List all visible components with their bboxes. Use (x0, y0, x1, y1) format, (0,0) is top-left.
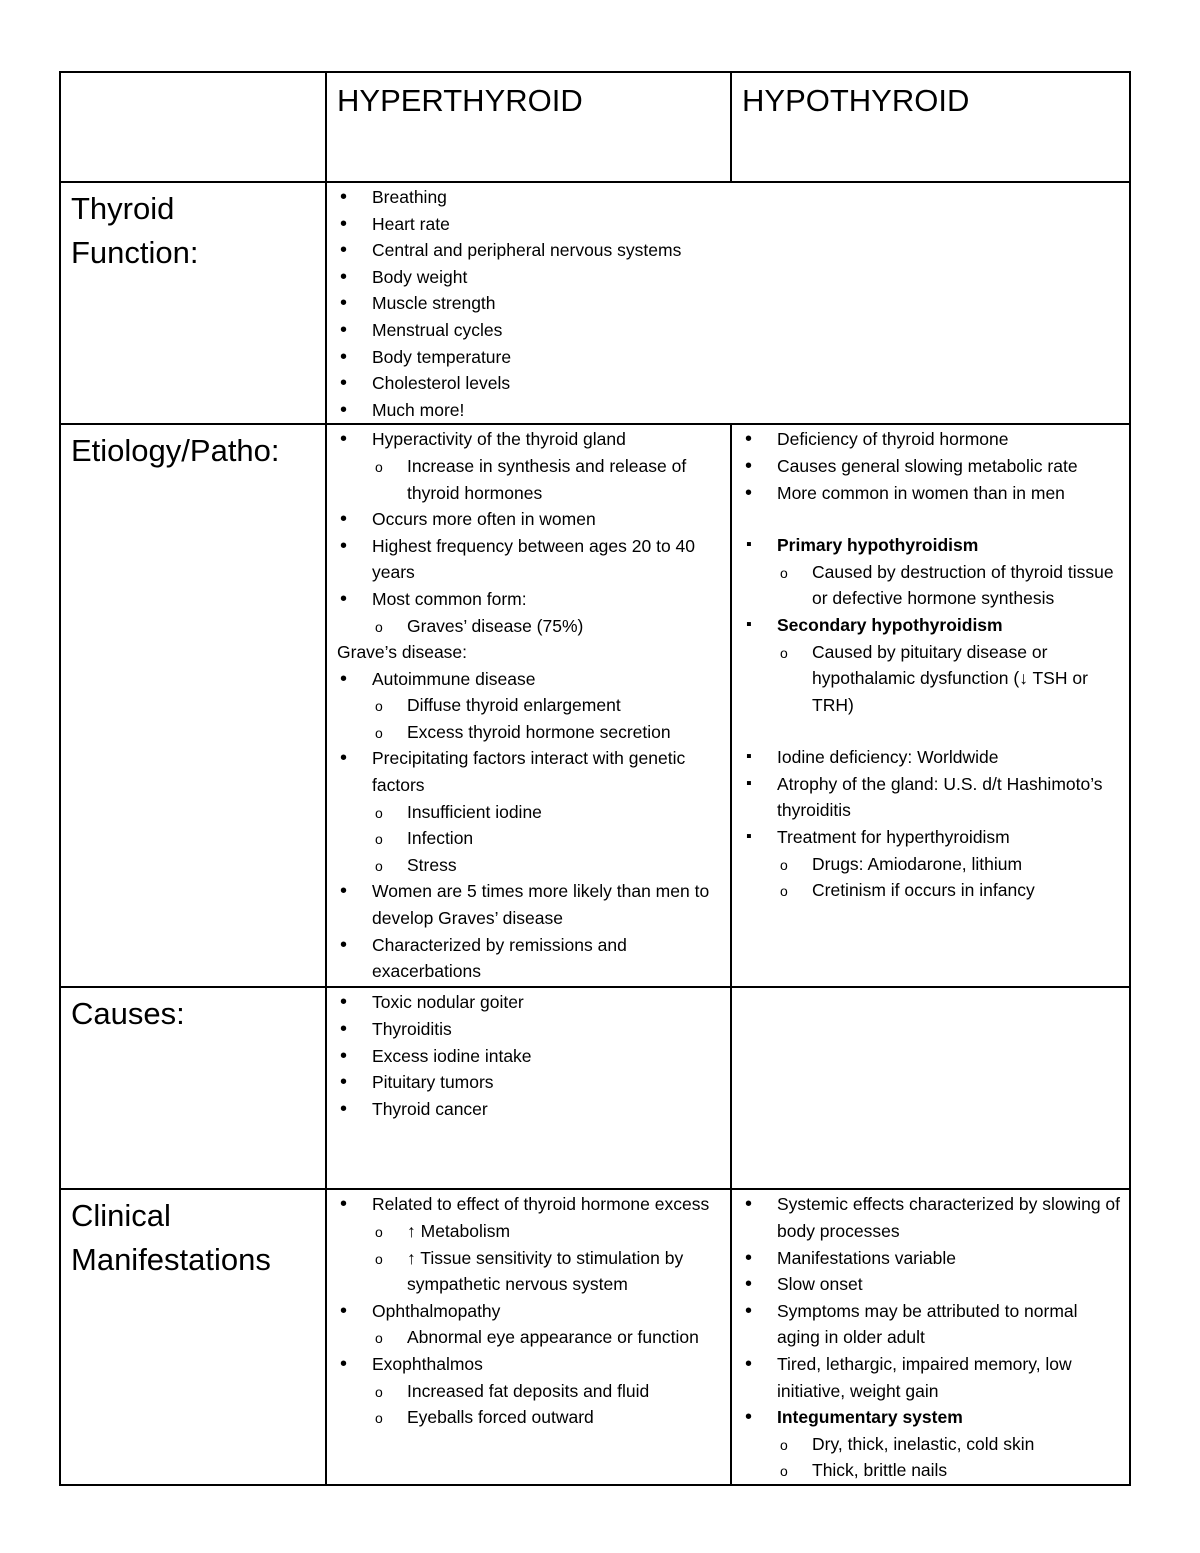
causes-row (60, 987, 1130, 1189)
graves-heading: Grave’s disease: (337, 642, 468, 663)
list-item: • Much more! (337, 397, 1125, 424)
list-item: • Related to effect of thyroid hormone excess o ↑ Metabolism o ↑ Tissue sensitivity to stimulation by sympathetic nervous system (337, 1191, 726, 1297)
sub-list-item: o Drugs: Amiodarone, lithium (777, 851, 1125, 878)
list-item: • More common in women than in men (742, 480, 1125, 507)
sub-list-item: o Eyeballs forced outward (372, 1404, 726, 1431)
list-item: ▪ Primary hypothyroidism o Caused by destruction of thyroid tissue or defective hormone synthesis (742, 532, 1125, 612)
list-item: • Systemic effects characterized by slowing of body processes (742, 1191, 1125, 1244)
list-item: • Exophthalmos o Increased fat deposits and fluid o Eyeballs forced outward (337, 1351, 726, 1431)
list-item: • Thyroid cancer (337, 1096, 726, 1123)
list-item: • Hyperactivity of the thyroid gland o Increase in synthesis and release of thyroid hormones (337, 426, 726, 506)
list-item: • Deficiency of thyroid hormone (742, 426, 1125, 453)
sub-list-item: o Cretinism if occurs in infancy (777, 877, 1125, 904)
sub-list-item: o Infection (372, 825, 726, 852)
list-item: • Slow onset (742, 1271, 1125, 1298)
list-item: • Characterized by remissions and exacerbations (337, 932, 726, 985)
thyroid-function-row (60, 182, 1130, 424)
list-item: • Excess iodine intake (337, 1043, 726, 1070)
list-item: ▪ Treatment for hyperthyroidism o Drugs: Amiodarone, lithium o Cretinism if occurs in infancy (742, 824, 1125, 904)
list-item: • Occurs more often in women (337, 506, 726, 533)
sub-list-item: o Caused by destruction of thyroid tissue or defective hormone synthesis (777, 559, 1125, 612)
etiology-row (60, 424, 1130, 987)
header-hyperthyroid: HYPERTHYROID (326, 72, 731, 182)
sub-list-item: o Abnormal eye appearance or function (372, 1324, 726, 1351)
list-item: ▪ Iodine deficiency: Worldwide (742, 744, 1125, 771)
sub-list-item: o Increase in synthesis and release of thyroid hormones (372, 453, 726, 506)
clinical-label: Clinical Manifestations (60, 1189, 326, 1485)
list-item: • Muscle strength (337, 290, 1125, 317)
sub-list-item: o Insufficient iodine (372, 799, 726, 826)
list-item: • Breathing (337, 184, 1125, 211)
list-item: • Precipitating factors interact with genetic factors o Insufficient iodine o Infection o Stress (337, 745, 726, 878)
sub-list-item: o Increased fat deposits and fluid (372, 1378, 726, 1405)
sub-list-item: o Dry, thick, inelastic, cold skin (777, 1431, 1125, 1458)
sub-list-item: o Thick, brittle nails (777, 1457, 1125, 1484)
thyroid-function-cell (326, 182, 1130, 424)
list-item: • Body temperature (337, 344, 1125, 371)
header-hypothyroid: HYPOTHYROID (731, 72, 1130, 182)
list-item: • Most common form: o Graves’ disease (75%) (337, 586, 726, 639)
list-item: • Tired, lethargic, impaired memory, low initiative, weight gain (742, 1351, 1125, 1404)
list-item: • Autoimmune disease o Diffuse thyroid enlargement o Excess thyroid hormone secretion (337, 666, 726, 746)
list-item: ▪ Secondary hypothyroidism o Caused by pituitary disease or hypothalamic dysfunction (↓ TSH or TRH) (742, 612, 1125, 718)
causes-hyper-cell (326, 987, 731, 1189)
etiology-hypo-cell (731, 424, 1130, 987)
list-item: • Central and peripheral nervous systems (337, 237, 1125, 264)
list-item: • Thyroiditis (337, 1016, 726, 1043)
causes-hypo-cell (731, 987, 1130, 1189)
clinical-hyper-cell (326, 1189, 731, 1485)
sub-list-item: o Diffuse thyroid enlargement (372, 692, 726, 719)
list-item: • Toxic nodular goiter (337, 989, 726, 1016)
list-item: • Symptoms may be attributed to normal aging in older adult (742, 1298, 1125, 1351)
list-item: • Manifestations variable (742, 1245, 1125, 1272)
sub-list-item: o Stress (372, 852, 726, 879)
list-item: • Causes general slowing metabolic rate (742, 453, 1125, 480)
clinical-hypo-cell (731, 1189, 1130, 1485)
list-item: • Integumentary system o Dry, thick, inelastic, cold skin o Thick, brittle nails (742, 1404, 1125, 1484)
list-item: • Heart rate (337, 211, 1125, 238)
causes-label: Causes: (60, 987, 326, 1189)
thyroid-function-label: Thyroid Function: (60, 182, 326, 424)
list-item: • Body weight (337, 264, 1125, 291)
sub-list-item: o Graves’ disease (75%) (372, 613, 726, 640)
sub-list-item: o Excess thyroid hormone secretion (372, 719, 726, 746)
list-item: • Menstrual cycles (337, 317, 1125, 344)
clinical-row (60, 1189, 1130, 1485)
etiology-label: Etiology/Patho: (60, 424, 326, 987)
list-item: ▪ Atrophy of the gland: U.S. d/t Hashimoto’s thyroiditis (742, 771, 1125, 824)
corner-cell (60, 72, 326, 182)
list-item: • Highest frequency between ages 20 to 40 years (337, 533, 726, 586)
list-item: • Ophthalmopathy o Abnormal eye appearance or function (337, 1298, 726, 1351)
sub-list-item: o ↑ Tissue sensitivity to stimulation by sympathetic nervous system (372, 1245, 726, 1298)
thyroid-function-list (337, 184, 1125, 423)
sub-list-item: o ↑ Metabolism (372, 1218, 726, 1245)
header-row (60, 72, 1130, 182)
list-item: • Pituitary tumors (337, 1069, 726, 1096)
list-item: • Cholesterol levels (337, 370, 1125, 397)
list-item: • Women are 5 times more likely than men to develop Graves’ disease (337, 878, 726, 931)
thyroid-comparison-table (59, 71, 1131, 1486)
sub-list-item: o Caused by pituitary disease or hypothalamic dysfunction (↓ TSH or TRH) (777, 639, 1125, 719)
etiology-hyper-cell (326, 424, 731, 987)
